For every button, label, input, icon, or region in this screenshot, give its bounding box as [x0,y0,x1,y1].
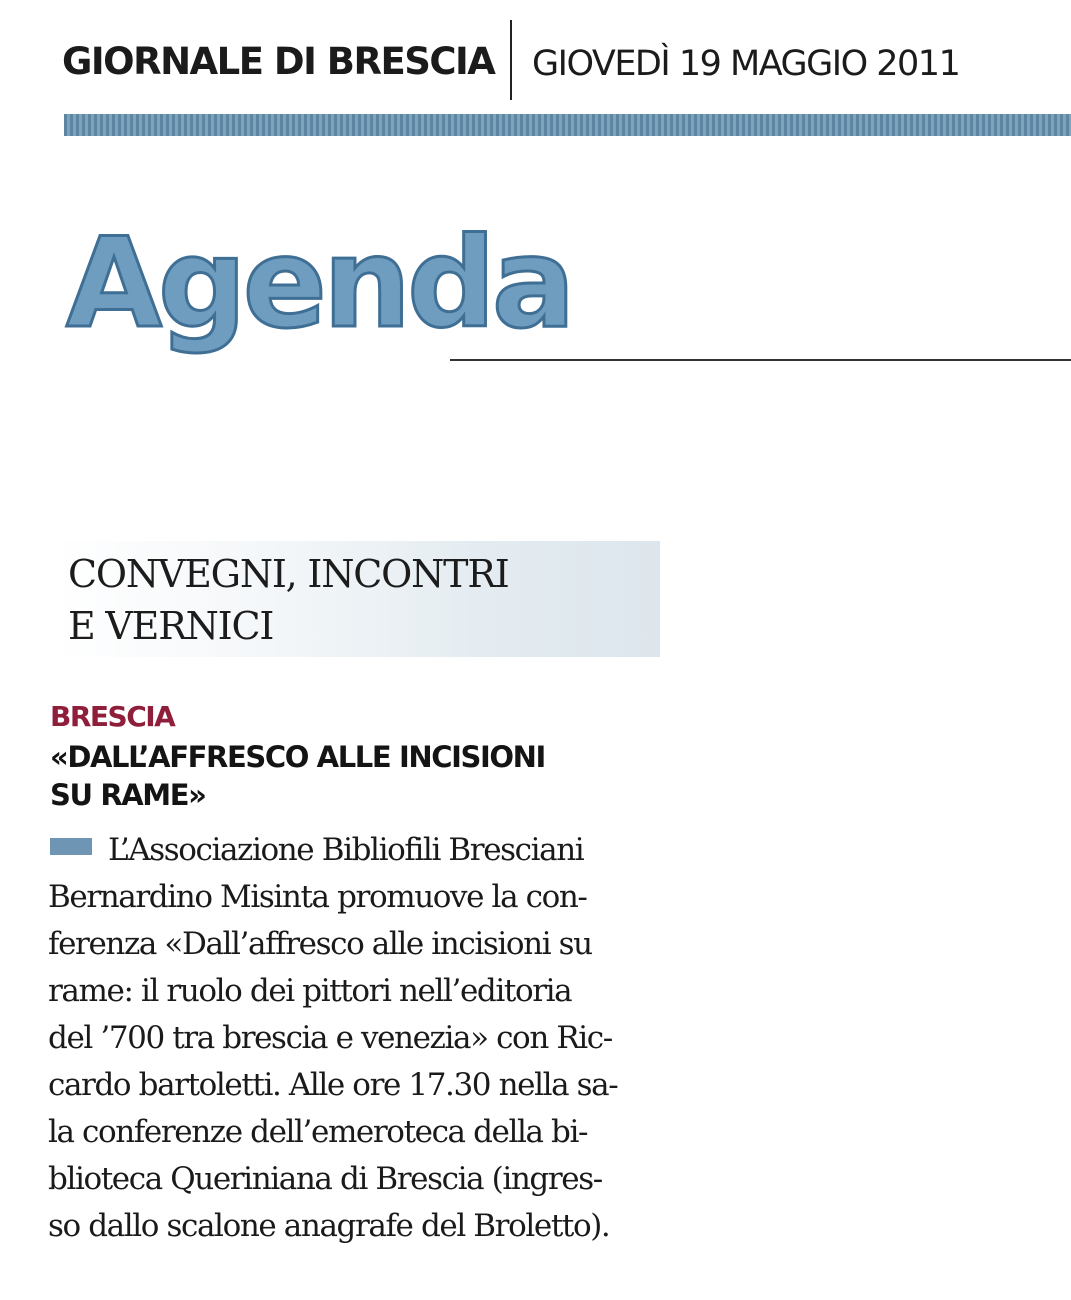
article-body-line: blioteca Queriniana di Brescia (ingres- [48,1161,602,1197]
article-headline [50,738,650,814]
article-body-line: rame: il ruolo dei pittori nell’editoria [48,973,572,1009]
publication-date: GIOVEDÌ 19 MAGGIO 2011 [532,44,960,84]
section-heading-line: CONVEGNI, INCONTRI [68,552,509,596]
section-heading-line: E VERNICI [68,604,274,648]
article-headline-line: SU RAME» [50,778,206,812]
article-body-line: cardo bartoletti. Alle ore 17.30 nella sa- [48,1067,618,1103]
article-headline-line: «DALL’AFFRESCO ALLE INCISIONI [50,740,545,774]
page-title: Agenda [66,212,572,356]
article-body-line: del ’700 tra brescia e venezia» con Ric- [48,1020,612,1056]
article-body-line: la conferenze dell’emeroteca della bi- [48,1114,588,1150]
article-body-line: ferenza «Dall’affresco alle incisioni su [48,926,592,962]
article-body [48,827,658,1250]
article-location: BRESCIA [50,700,175,733]
newspaper-name: GIORNALE DI BRESCIA [62,40,495,83]
article-body-line: so dallo scalone anagrafe del Broletto). [48,1208,610,1244]
title-rule [450,359,1071,361]
section-heading [68,548,648,652]
article-body-line: Bernardino Misinta promuove la con- [48,879,587,915]
article-body-line: L’Associazione Bibliofili Bresciani [108,832,584,868]
header-rule [64,114,1071,136]
header-divider [510,20,512,100]
